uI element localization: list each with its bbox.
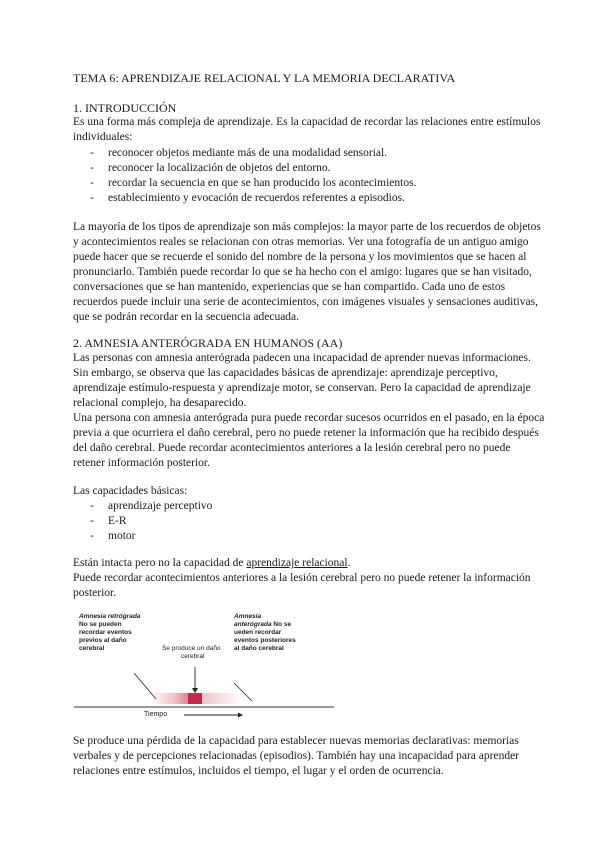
text-line: pronunciarlo. También puede recordar lo que se ha hecho con el amigo: lugares que se han visitado, [73,266,532,278]
text-line: recuerdos puede incluir una serie de acontecimientos, con imágenes visuales y sensaciones auditivas, [73,296,538,308]
intact-line [73,556,350,571]
text-line: previa a que ocurriera el daño cerebral, pero no puede retener la información que ha recibido después [73,427,539,439]
text-line: Es una forma más compleja de aprendizaje. Es la capacidad de recordar las relaciones entre estímulos [73,116,541,128]
anterograde-title: anterógrada [234,621,272,628]
list-item: reconocer la localización de objetos del entorno. [108,162,331,174]
text-line: que se podrán recordar en la secuencia adecuada. [73,311,300,323]
intact-suffix: . [347,557,351,569]
text-line: del daño cerebral. Puede recordar acontecimientos anteriores a la lesión cerebral pero no puede [73,442,511,454]
damage-label: cerebral [181,653,205,660]
anterograde-text: al daño cerebral [234,645,284,652]
text-line: conversaciones que se han mantenido, experiencias que se han compartido. Cada uno de estos [73,281,506,293]
anterograde-text: eventos posteriores [234,637,296,644]
text-line: individuales: [73,131,133,143]
basics-label: Las capacidades básicas: [73,485,188,497]
page-title: TEMA 6: APRENDIZAJE RELACIONAL Y LA MEMORIA DECLARATIVA [73,71,456,85]
dash-marker: - [90,147,94,159]
time-label: Tiempo [144,711,168,718]
text-line: y acontecimientos reales se relacionan con otras memorias. Ver una fotografía de un antiguo amigo [73,236,529,248]
retrograde-text: cerebral [79,645,105,652]
text-line: Una persona con amnesia anterógrada pura puede recordar sucesos ocurridos en el pasado, en la época [73,412,545,424]
text-line: posterior. [73,587,117,599]
retrograde-text: previos al daño [79,637,127,644]
text-line: retener información posterior. [73,457,210,469]
anterograde-text: ueden recordar [234,629,282,636]
text-line: Puede recordar acontecimientos anteriores a la lesión cerebral pero no puede retener la información [73,572,531,584]
text-line: verbales y de percepciones relacionadas (episodios). También hay una incapacidad para aprender [73,750,520,762]
damage-marker [188,693,202,704]
list-item: recordar la secuencia en que se han producido los acontecimientos. [108,177,417,189]
dash-marker: - [90,192,94,204]
anterograde-title-line [234,621,291,629]
text-line: Sin embargo, se observa que las capacidades básicas de aprendizaje: aprendizaje perceptivo, [73,367,498,379]
text-line: aprendizaje estímulo-respuesta y aprendizaje motor, se conservan. Pero la capacidad de aprendizaje [73,382,531,394]
dash-marker: - [90,515,94,527]
text-line: relaciones entre estímulos, incluidos el tiempo, el lugar y el orden de ocurrencia. [73,765,444,777]
amnesia-timeline-diagram [74,603,334,728]
dash-marker: - [90,162,94,174]
list-item: aprendizaje perceptivo [108,500,213,512]
intact-prefix: Están intacta pero no la capacidad de [73,557,247,569]
section2-heading: 2. AMNESIA ANTERÓGRADA EN HUMANOS (AA) [73,336,343,350]
list-item: motor [108,530,136,542]
dash-marker: - [90,177,94,189]
text-line: puede hacer que se recuerde el sonido del nombre de la persona y los movimientos que se hacen al [73,251,527,263]
list-item: E-R [108,515,127,527]
section1-heading: 1. INTRODUCCIÓN [73,101,177,115]
center-arrowhead [192,688,198,693]
retrograde-text: No se pueden [79,621,122,628]
retrograde-text: recordar eventos [79,629,132,636]
relational-learning-term: aprendizaje relacional [246,557,348,569]
left-pointer-line [134,673,156,699]
text-line: Se produce una pérdida de la capacidad para establecer nuevas memorias declarativas: memorias [73,735,519,747]
dash-marker: - [90,530,94,542]
text-line: relacional complejo, ha desaparecido. [73,397,247,409]
anterograde-text: No se [273,621,292,628]
text-line: Las personas con amnesia anterógrada padecen una incapacidad de aprender nuevas informaciones. [73,352,531,364]
text-line: La mayoría de los tipos de aprendizaje son más complejos: la mayor parte de los recuerdos de objetos [73,221,541,233]
list-item: reconocer objetos mediante más de una modalidad sensorial. [108,147,388,159]
retrograde-title: Amnesia retrógrada [79,613,141,620]
anterograde-title: Amnesia [234,613,262,620]
damage-label: Se produce un daño [162,645,221,652]
time-arrowhead [238,713,243,718]
list-item: establecimiento y evocación de recuerdos referentes a episodios. [108,192,405,204]
dash-marker: - [90,500,94,512]
